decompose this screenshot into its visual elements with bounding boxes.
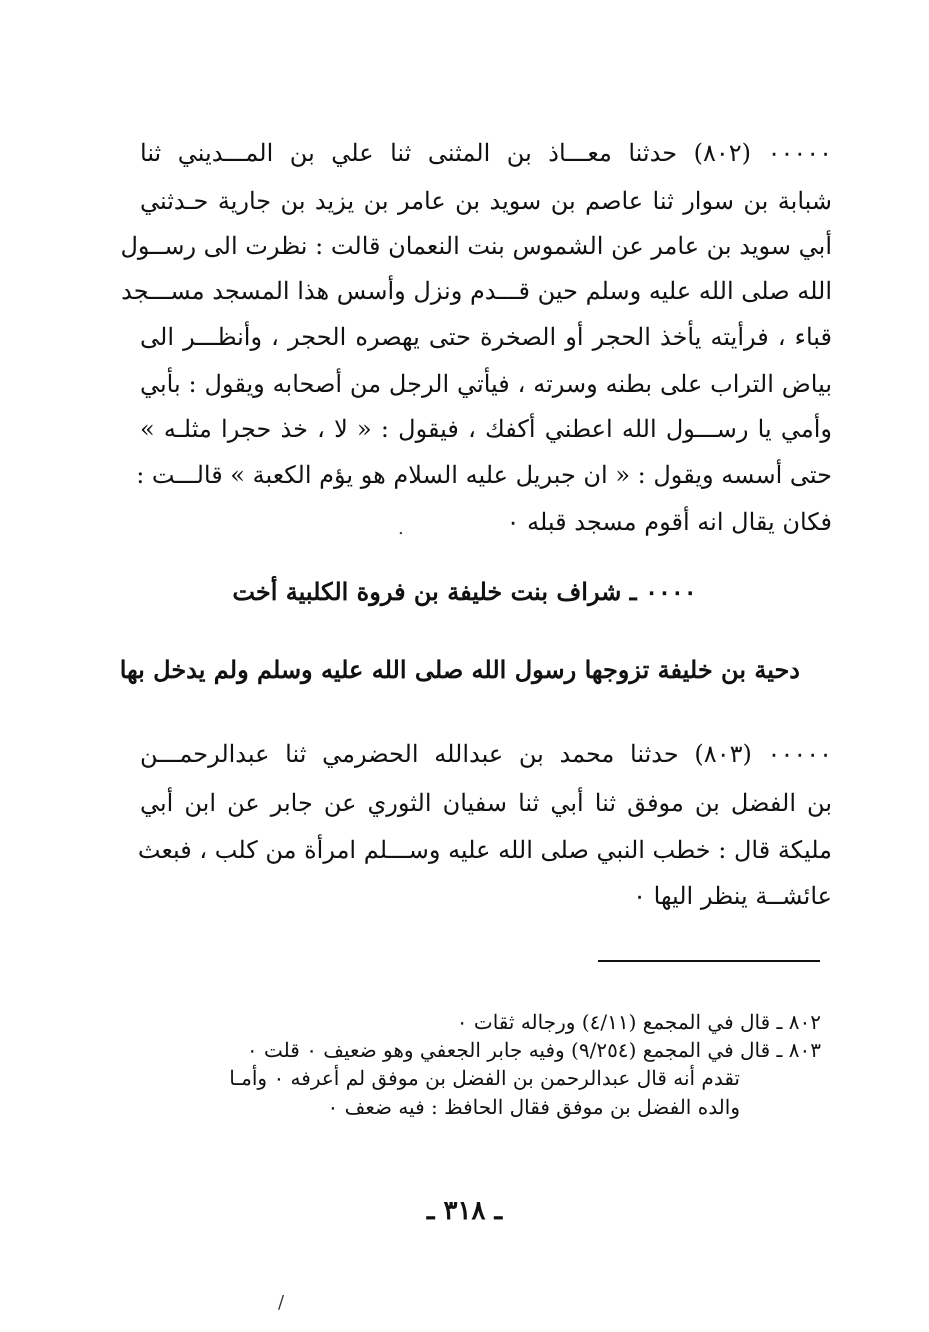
hadith-803-line: مليكة قال : خطب النبي صلى الله عليه وســـلم امرأة من كلب ، فبعث [137,836,832,864]
footnote-803-continuation: والده الفضل بن موفق فقال الحافظ : فيه ضعف ٠ [327,1095,740,1119]
section-heading-line-2: دحية بن خليفة تزوجها رسول الله صلى الله عليه وسلم ولم يدخل بها [119,655,800,684]
hadith-803-line: ٠٠٠٠٠ (٨٠٣) حدثنا محمد بن عبدالله الحضرمي ثنا عبدالرحمـــن [140,740,832,768]
hadith-803-line: عائشــة ينظر اليها ٠ [633,882,832,910]
hadith-802-line: ٠٠٠٠٠ (٨٠٢) حدثنا معـــاذ بن المثنى ثنا علي بن المـــديني ثنا [140,139,833,167]
footnote-803-continuation: تقدم أنه قال عبدالرحمن بن الفضل بن موفق لم أعرفه ٠ وأمـا [229,1066,740,1090]
hadith-802-line: قباء ، فرأيته يأخذ الحجر أو الصخرة حتى يهصره الحجر ، وأنظـــر الى [140,323,832,351]
hadith-802-line: فكان يقال انه أقوم مسجد قبله ٠ [506,508,832,536]
footnote-803: ٨٠٣ ـ قال في المجمع (٩/٢٥٤) وفيه جابر الجعفي وهو ضعيف ٠ قلت ٠ [246,1038,821,1062]
hadith-802-line: الله صلى الله عليه وسلم حين قـــدم ونزل وأسس هذا المسجد مســـجد [121,277,832,305]
scan-speck: . [398,518,404,539]
hadith-802-line: شبابة بن سوار ثنا عاصم بن سويد بن عامر بن يزيد بن جارية حـدثني [140,187,832,215]
hadith-802-line: وأمي يا رســـول الله اعطني أكفك ، فيقول : « لا ، خذ حجرا مثلـه » [140,415,832,443]
footnote-divider [598,960,820,962]
section-heading-line-1: ٠٠٠٠ ـ شراف بنت خليفة بن فروة الكلبية أخت [232,577,697,606]
footnote-802: ٨٠٢ ـ قال في المجمع (٤/١١) ورجاله ثقات ٠ [456,1010,821,1034]
hadith-802-line: أبي سويد بن عامر عن الشموس بنت النعمان قالت : نظرت الى رســول [120,232,832,260]
page-number: ـ ٣١٨ ـ [426,1196,503,1226]
hadith-803-line: بن الفضل بن موفق ثنا أبي ثنا سفيان الثوري عن جابر عن ابن أبي [140,789,832,817]
hadith-802-line: بياض التراب على بطنه وسرته ، فيأتي الرجل من أصحابه ويقول : بأبي [140,370,832,398]
hadith-802-line: حتى أسسه ويقول : « ان جبريل عليه السلام هو يؤم الكعبة » قالـــت : [136,461,832,489]
scan-speck: / [278,1292,285,1313]
